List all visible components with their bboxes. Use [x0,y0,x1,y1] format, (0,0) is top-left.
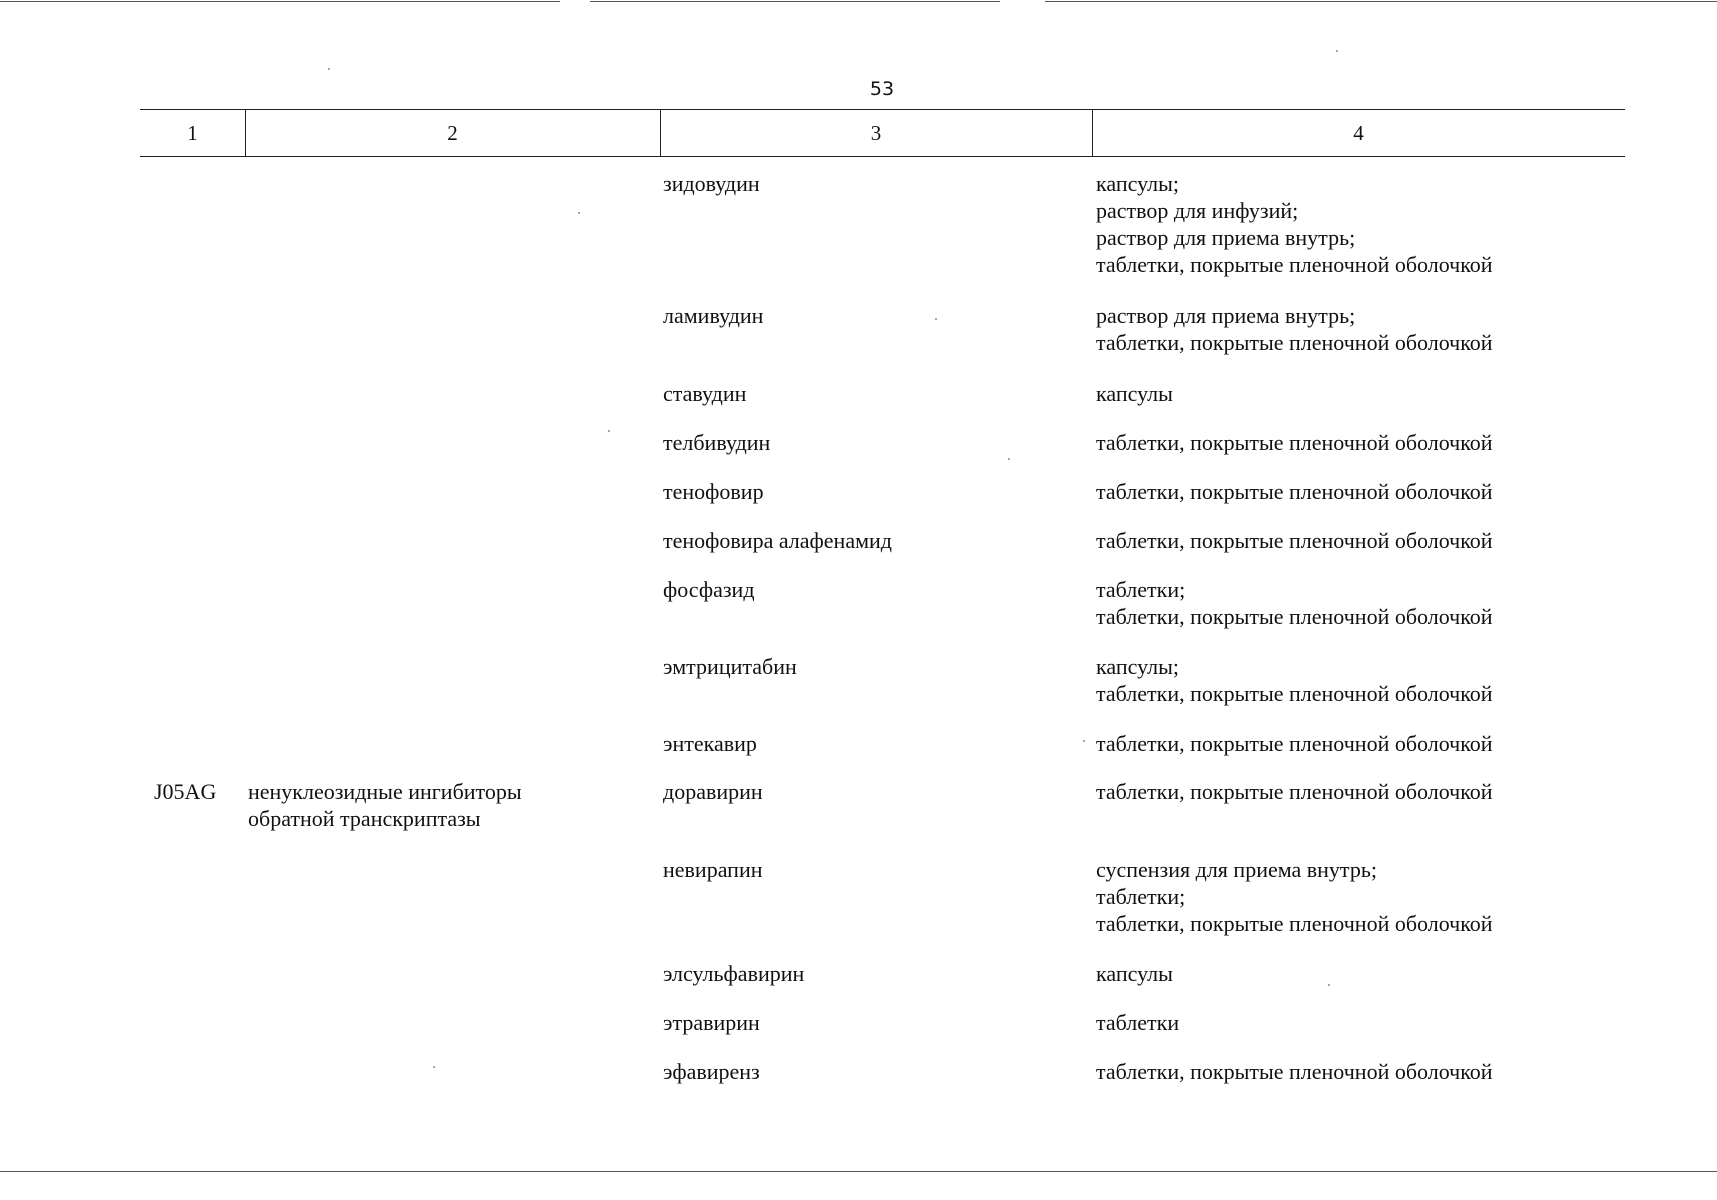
substance-name: эмтрицитабин [663,654,797,679]
scan-speck [578,212,580,214]
substance-name: невирапин [663,857,763,882]
header-col-1: 1 [187,121,198,145]
cell-line: таблетки, покрытые пленочной оболочкой [1096,731,1493,756]
atc-code: J05AG [154,779,217,804]
cell-line: капсулы [1096,961,1173,986]
cell-line: таблетки, покрытые пленочной оболочкой [1096,779,1493,804]
substance-name: элсульфавирин [663,961,805,986]
scan-edge-top-right [1045,1,1717,2]
header-col-4: 4 [1353,121,1364,145]
cell-line: раствор для приема внутрь; [1096,303,1356,328]
scan-speck [1328,984,1330,986]
cell-line: капсулы; [1096,171,1179,196]
substance-name: телбивудин [663,430,771,455]
header-top-rule [140,109,1625,110]
scan-speck [1008,458,1010,460]
substance-name: доравирин [663,779,763,804]
cell-line: таблетки, покрытые пленочной оболочкой [1096,911,1493,936]
dosage-forms [1096,653,1493,707]
dosage-forms [1096,380,1173,407]
scan-speck [328,68,330,70]
dosage-forms [1096,302,1493,356]
dosage-forms [1096,856,1493,937]
cell-line: ненуклеозидные ингибиторы [248,779,522,804]
scan-edge-top-mid [590,1,1000,2]
cell-line: обратной транскриптазы [248,806,481,831]
substance-name: ламивудин [663,303,764,328]
header-col-2: 2 [447,121,458,145]
dosage-forms [1096,527,1493,554]
scan-edge-top-left [0,1,560,2]
scan-speck [1336,50,1338,52]
scan-speck [433,1066,435,1068]
cell-line: таблетки, покрытые пленочной оболочкой [1096,528,1493,553]
dosage-forms [1096,478,1493,505]
cell-line: суспензия для приема внутрь; [1096,857,1377,882]
scan-speck [935,318,937,320]
dosage-forms [1096,730,1493,757]
dosage-forms [1096,1009,1179,1036]
scan-edge-bottom [0,1171,1717,1172]
scan-speck [608,430,610,432]
dosage-forms [1096,960,1173,987]
cell-line: таблетки [1096,1010,1180,1035]
cell-line: таблетки, покрытые пленочной оболочкой [1096,479,1493,504]
cell-line: раствор для инфузий; [1096,198,1299,223]
cell-line: таблетки, покрытые пленочной оболочкой [1096,604,1493,629]
header-bottom-rule [140,156,1625,157]
cell-line: таблетки; [1096,577,1186,602]
scan-speck [1083,740,1085,742]
cell-line: капсулы [1096,381,1173,406]
cell-line: таблетки, покрытые пленочной оболочкой [1096,330,1493,355]
substance-name: тенофовир [663,479,764,504]
header-col-3: 3 [870,121,882,145]
substance-name: этравирин [663,1010,760,1035]
group-name [248,778,522,832]
dosage-forms [1096,1058,1493,1085]
cell-line: таблетки, покрытые пленочной оболочкой [1096,1059,1493,1084]
dosage-forms [1096,170,1493,278]
dosage-forms [1096,576,1493,630]
page-number: 53 [869,78,895,100]
substance-name: фосфазид [663,577,755,602]
substance-name: зидовудин [663,171,760,196]
dosage-forms [1096,778,1493,805]
substance-name: энтекавир [663,731,757,756]
cell-line: таблетки, покрытые пленочной оболочкой [1096,681,1493,706]
substance-name: тенофовира алафенамид [663,528,892,553]
cell-line: капсулы; [1096,654,1179,679]
cell-line: таблетки; [1096,884,1186,909]
substance-name: ставудин [663,381,747,406]
cell-line: таблетки, покрытые пленочной оболочкой [1096,252,1493,277]
dosage-forms [1096,429,1493,456]
cell-line: раствор для приема внутрь; [1096,225,1356,250]
cell-line: таблетки, покрытые пленочной оболочкой [1096,430,1493,455]
substance-name: эфавиренз [663,1059,760,1084]
